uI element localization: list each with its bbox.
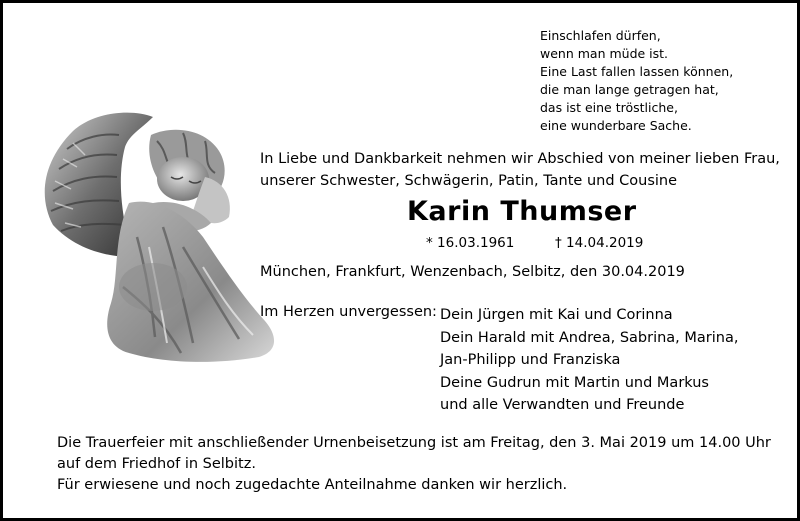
mourner-line: und alle Verwandten und Freunde [440,397,685,413]
mourners-label: Im Herzen unvergessen: [260,304,437,320]
mourner-line: Jan-Philipp und Franziska [440,352,621,368]
intro-line: unserer Schwester, Schwägerin, Patin, Tante und Cousine [260,173,678,189]
intro-text [260,148,780,192]
mourner-line: Dein Jürgen mit Kai und Corinna [440,307,673,323]
poem-line: Einschlafen dürfen, [540,28,661,43]
deceased-name: Karin Thumser [407,196,637,227]
mourner-line: Deine Gudrun mit Martin und Markus [440,374,709,391]
death-date: † 14.04.2019 [555,235,644,251]
birth-date: * 16.03.1961 [426,235,515,251]
poem-line: die man lange getragen hat, [540,82,719,97]
funeral-info-line: Die Trauerfeier mit anschließender Urnenbeisetzung ist am Freitag, den 3. Mai 2019 um 14.00 Uhr [57,435,771,451]
funeral-info [57,433,771,496]
poem-line: das ist eine tröstliche, [540,100,678,115]
mourner-line: Dein Harald mit Andrea, Sabrina, Marina, [440,329,739,346]
poem-line: Eine Last fallen lassen können, [540,64,734,79]
funeral-info-line: auf dem Friedhof in Selbitz. [57,456,256,472]
poem [540,27,733,135]
angel-statue-image [33,107,285,367]
poem-line: wenn man müde ist. [540,46,669,61]
poem-line: eine wunderbare Sache. [540,118,692,133]
mourners-list [440,304,738,417]
intro-line: In Liebe und Dankbarkeit nehmen wir Abschied von meiner lieben Frau, [260,151,780,167]
place-and-date: München, Frankfurt, Wenzenbach, Selbitz, den 30.04.2019 [260,264,685,280]
thanks-line: Für erwiesene und noch zugedachte Anteilnahme danken wir herzlich. [57,477,568,493]
